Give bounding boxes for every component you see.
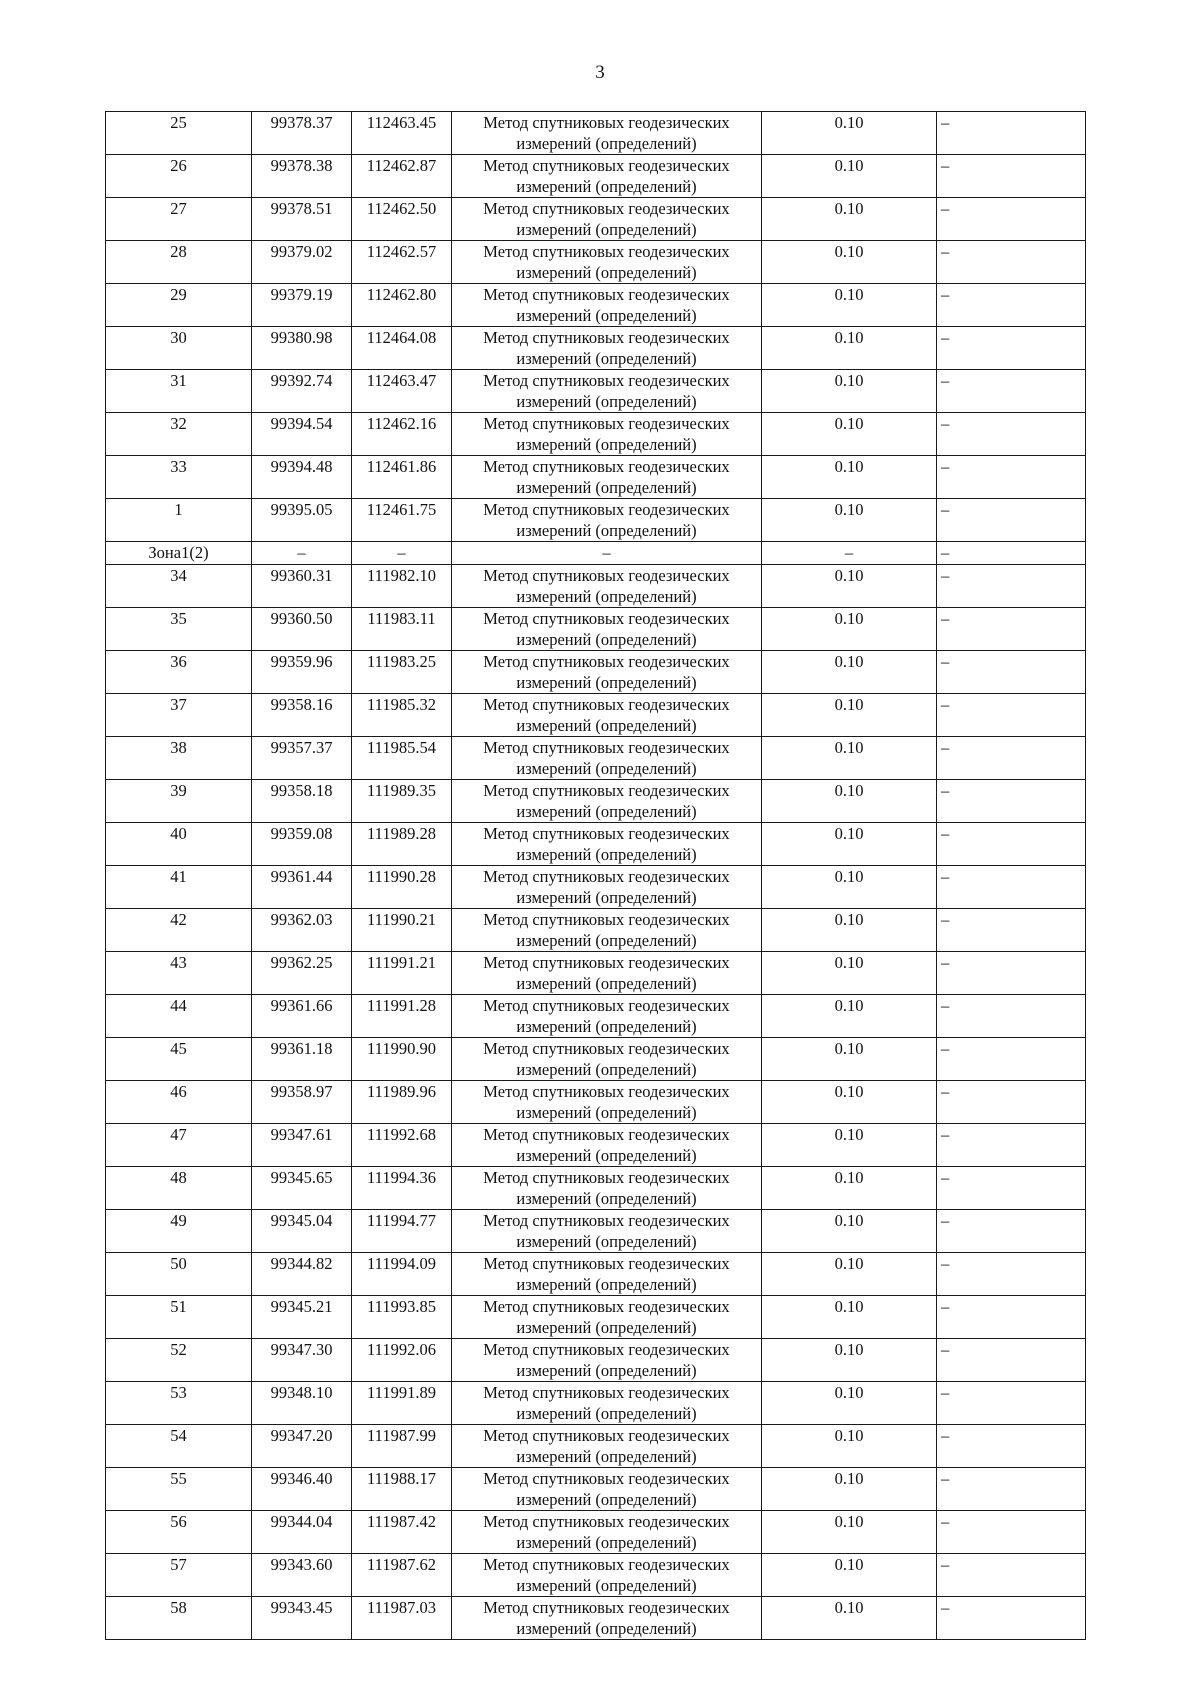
accuracy-cell: 0.10 xyxy=(762,1511,937,1554)
table-row xyxy=(106,1253,1086,1296)
coordinate-x: 99379.19 xyxy=(252,284,352,327)
coordinate-y: 111983.25 xyxy=(352,651,452,694)
zone-method: – xyxy=(452,542,762,565)
description-cell: – xyxy=(937,1253,1086,1296)
description-cell: – xyxy=(937,1425,1086,1468)
coordinate-y: 111991.21 xyxy=(352,952,452,995)
table-row xyxy=(106,284,1086,327)
point-number: 31 xyxy=(106,370,252,413)
point-number: 57 xyxy=(106,1554,252,1597)
accuracy-cell: 0.10 xyxy=(762,952,937,995)
method-cell: Метод спутниковых геодезических измерений (определений) xyxy=(452,284,762,327)
point-number: 58 xyxy=(106,1597,252,1640)
accuracy-cell: 0.10 xyxy=(762,1296,937,1339)
point-number: 55 xyxy=(106,1468,252,1511)
description-cell: – xyxy=(937,952,1086,995)
method-cell: Метод спутниковых геодезических измерений (определений) xyxy=(452,1468,762,1511)
page-number: 3 xyxy=(595,62,605,83)
method-cell: Метод спутниковых геодезических измерений (определений) xyxy=(452,456,762,499)
coordinate-y: 111991.28 xyxy=(352,995,452,1038)
accuracy-cell: 0.10 xyxy=(762,413,937,456)
accuracy-cell: 0.10 xyxy=(762,866,937,909)
accuracy-cell: 0.10 xyxy=(762,823,937,866)
accuracy-cell: 0.10 xyxy=(762,1081,937,1124)
method-cell: Метод спутниковых геодезических измерений (определений) xyxy=(452,909,762,952)
method-cell: Метод спутниковых геодезических измерений (определений) xyxy=(452,155,762,198)
description-cell: – xyxy=(937,565,1086,608)
coordinate-x: 99392.74 xyxy=(252,370,352,413)
method-cell: Метод спутниковых геодезических измерений (определений) xyxy=(452,651,762,694)
zone-label: Зона1(2) xyxy=(106,542,252,565)
coordinate-x: 99358.18 xyxy=(252,780,352,823)
coordinate-y: 111990.21 xyxy=(352,909,452,952)
point-number: 56 xyxy=(106,1511,252,1554)
description-cell: – xyxy=(937,198,1086,241)
table-row xyxy=(106,565,1086,608)
accuracy-cell: 0.10 xyxy=(762,780,937,823)
coordinate-x: 99362.03 xyxy=(252,909,352,952)
point-number: 52 xyxy=(106,1339,252,1382)
table-row xyxy=(106,456,1086,499)
point-number: 26 xyxy=(106,155,252,198)
point-number: 1 xyxy=(106,499,252,542)
table-body-bottom xyxy=(106,565,1086,1640)
coordinate-x: 99357.37 xyxy=(252,737,352,780)
table-row xyxy=(106,1081,1086,1124)
table-row xyxy=(106,694,1086,737)
table-row xyxy=(106,995,1086,1038)
coordinate-y: 111990.28 xyxy=(352,866,452,909)
point-number: 27 xyxy=(106,198,252,241)
zone-x: – xyxy=(252,542,352,565)
accuracy-cell: 0.10 xyxy=(762,327,937,370)
table-row xyxy=(106,155,1086,198)
coordinate-y: 112462.80 xyxy=(352,284,452,327)
table-row xyxy=(106,1210,1086,1253)
method-cell: Метод спутниковых геодезических измерений (определений) xyxy=(452,737,762,780)
method-cell: Метод спутниковых геодезических измерений (определений) xyxy=(452,499,762,542)
point-number: 45 xyxy=(106,1038,252,1081)
accuracy-cell: 0.10 xyxy=(762,1253,937,1296)
description-cell: – xyxy=(937,1339,1086,1382)
description-cell: – xyxy=(937,608,1086,651)
coordinate-x: 99347.61 xyxy=(252,1124,352,1167)
method-cell: Метод спутниковых геодезических измерений (определений) xyxy=(452,823,762,866)
description-cell: – xyxy=(937,327,1086,370)
table-row xyxy=(106,823,1086,866)
point-number: 51 xyxy=(106,1296,252,1339)
table-row xyxy=(106,112,1086,155)
table-row xyxy=(106,952,1086,995)
coordinate-y: 111992.68 xyxy=(352,1124,452,1167)
coordinate-y: 112463.47 xyxy=(352,370,452,413)
accuracy-cell: 0.10 xyxy=(762,499,937,542)
coordinate-y: 111989.96 xyxy=(352,1081,452,1124)
coordinate-y: 112461.75 xyxy=(352,499,452,542)
coordinate-y: 112463.45 xyxy=(352,112,452,155)
description-cell: – xyxy=(937,1554,1086,1597)
accuracy-cell: 0.10 xyxy=(762,1468,937,1511)
description-cell: – xyxy=(937,1511,1086,1554)
coordinate-x: 99347.30 xyxy=(252,1339,352,1382)
coordinate-y: 111982.10 xyxy=(352,565,452,608)
coordinate-x: 99380.98 xyxy=(252,327,352,370)
method-cell: Метод спутниковых геодезических измерений (определений) xyxy=(452,1554,762,1597)
description-cell: – xyxy=(937,866,1086,909)
coordinate-y: 112462.57 xyxy=(352,241,452,284)
description-cell: – xyxy=(937,1124,1086,1167)
accuracy-cell: 0.10 xyxy=(762,1382,937,1425)
table-row xyxy=(106,1038,1086,1081)
coordinate-y: 111993.85 xyxy=(352,1296,452,1339)
coordinate-x: 99344.04 xyxy=(252,1511,352,1554)
coordinate-x: 99358.97 xyxy=(252,1081,352,1124)
coordinate-x: 99346.40 xyxy=(252,1468,352,1511)
zone-row xyxy=(106,542,1086,565)
point-number: 28 xyxy=(106,241,252,284)
coordinate-x: 99378.51 xyxy=(252,198,352,241)
point-number: 33 xyxy=(106,456,252,499)
description-cell: – xyxy=(937,284,1086,327)
coordinate-x: 99347.20 xyxy=(252,1425,352,1468)
coordinate-y: 111987.03 xyxy=(352,1597,452,1640)
description-cell: – xyxy=(937,370,1086,413)
point-number: 29 xyxy=(106,284,252,327)
point-number: 50 xyxy=(106,1253,252,1296)
table-row xyxy=(106,413,1086,456)
coordinate-x: 99362.25 xyxy=(252,952,352,995)
table-row xyxy=(106,608,1086,651)
method-cell: Метод спутниковых геодезических измерений (определений) xyxy=(452,565,762,608)
description-cell: – xyxy=(937,1296,1086,1339)
accuracy-cell: 0.10 xyxy=(762,608,937,651)
description-cell: – xyxy=(937,909,1086,952)
coordinate-y: 111985.32 xyxy=(352,694,452,737)
coordinate-x: 99358.16 xyxy=(252,694,352,737)
point-number: 53 xyxy=(106,1382,252,1425)
description-cell: – xyxy=(937,1382,1086,1425)
coordinate-x: 99345.04 xyxy=(252,1210,352,1253)
coordinate-x: 99345.21 xyxy=(252,1296,352,1339)
point-number: 34 xyxy=(106,565,252,608)
point-number: 44 xyxy=(106,995,252,1038)
coordinate-x: 99345.65 xyxy=(252,1167,352,1210)
coordinate-x: 99394.54 xyxy=(252,413,352,456)
table-row xyxy=(106,866,1086,909)
method-cell: Метод спутниковых геодезических измерений (определений) xyxy=(452,1124,762,1167)
accuracy-cell: 0.10 xyxy=(762,370,937,413)
table-row xyxy=(106,370,1086,413)
method-cell: Метод спутниковых геодезических измерений (определений) xyxy=(452,198,762,241)
method-cell: Метод спутниковых геодезических измерений (определений) xyxy=(452,1382,762,1425)
table-row xyxy=(106,780,1086,823)
method-cell: Метод спутниковых геодезических измерений (определений) xyxy=(452,413,762,456)
method-cell: Метод спутниковых геодезических измерений (определений) xyxy=(452,952,762,995)
coordinate-y: 111994.09 xyxy=(352,1253,452,1296)
coordinate-x: 99343.45 xyxy=(252,1597,352,1640)
description-cell: – xyxy=(937,780,1086,823)
point-number: 43 xyxy=(106,952,252,995)
coordinate-x: 99359.08 xyxy=(252,823,352,866)
table-row xyxy=(106,241,1086,284)
point-number: 32 xyxy=(106,413,252,456)
accuracy-cell: 0.10 xyxy=(762,241,937,284)
description-cell: – xyxy=(937,823,1086,866)
description-cell: – xyxy=(937,1210,1086,1253)
table-row xyxy=(106,1597,1086,1640)
coordinate-y: 111991.89 xyxy=(352,1382,452,1425)
table-row xyxy=(106,1339,1086,1382)
coordinate-x: 99395.05 xyxy=(252,499,352,542)
coordinate-x: 99343.60 xyxy=(252,1554,352,1597)
description-cell: – xyxy=(937,651,1086,694)
coordinate-x: 99359.96 xyxy=(252,651,352,694)
point-number: 49 xyxy=(106,1210,252,1253)
description-cell: – xyxy=(937,112,1086,155)
method-cell: Метод спутниковых геодезических измерений (определений) xyxy=(452,866,762,909)
coordinate-y: 111987.42 xyxy=(352,1511,452,1554)
coordinate-y: 112464.08 xyxy=(352,327,452,370)
accuracy-cell: 0.10 xyxy=(762,1554,937,1597)
method-cell: Метод спутниковых геодезических измерений (определений) xyxy=(452,1296,762,1339)
point-number: 46 xyxy=(106,1081,252,1124)
coordinate-x: 99394.48 xyxy=(252,456,352,499)
coordinate-x: 99361.44 xyxy=(252,866,352,909)
table-row xyxy=(106,909,1086,952)
coordinate-y: 111989.35 xyxy=(352,780,452,823)
point-number: 42 xyxy=(106,909,252,952)
accuracy-cell: 0.10 xyxy=(762,1038,937,1081)
description-cell: – xyxy=(937,1597,1086,1640)
method-cell: Метод спутниковых геодезических измерений (определений) xyxy=(452,608,762,651)
description-cell: – xyxy=(937,1167,1086,1210)
accuracy-cell: 0.10 xyxy=(762,456,937,499)
accuracy-cell: 0.10 xyxy=(762,1597,937,1640)
zone-description: – xyxy=(937,542,1086,565)
description-cell: – xyxy=(937,499,1086,542)
description-cell: – xyxy=(937,456,1086,499)
table-row xyxy=(106,1296,1086,1339)
point-number: 37 xyxy=(106,694,252,737)
coordinate-x: 99348.10 xyxy=(252,1382,352,1425)
coordinate-y: 111988.17 xyxy=(352,1468,452,1511)
description-cell: – xyxy=(937,413,1086,456)
method-cell: Метод спутниковых геодезических измерений (определений) xyxy=(452,1511,762,1554)
coordinate-x: 99378.37 xyxy=(252,112,352,155)
coordinate-y: 111987.62 xyxy=(352,1554,452,1597)
coordinate-y: 112462.50 xyxy=(352,198,452,241)
point-number: 35 xyxy=(106,608,252,651)
accuracy-cell: 0.10 xyxy=(762,155,937,198)
table-row xyxy=(106,327,1086,370)
accuracy-cell: 0.10 xyxy=(762,112,937,155)
method-cell: Метод спутниковых геодезических измерений (определений) xyxy=(452,1339,762,1382)
method-cell: Метод спутниковых геодезических измерений (определений) xyxy=(452,241,762,284)
method-cell: Метод спутниковых геодезических измерений (определений) xyxy=(452,1253,762,1296)
method-cell: Метод спутниковых геодезических измерений (определений) xyxy=(452,1081,762,1124)
point-number: 30 xyxy=(106,327,252,370)
table-row xyxy=(106,1511,1086,1554)
coordinate-y: 111987.99 xyxy=(352,1425,452,1468)
method-cell: Метод спутниковых геодезических измерений (определений) xyxy=(452,370,762,413)
table-row xyxy=(106,198,1086,241)
method-cell: Метод спутниковых геодезических измерений (определений) xyxy=(452,780,762,823)
method-cell: Метод спутниковых геодезических измерений (определений) xyxy=(452,694,762,737)
table-row xyxy=(106,737,1086,780)
accuracy-cell: 0.10 xyxy=(762,995,937,1038)
table-row xyxy=(106,1382,1086,1425)
description-cell: – xyxy=(937,1038,1086,1081)
zone-accuracy: – xyxy=(762,542,937,565)
description-cell: – xyxy=(937,694,1086,737)
point-number: 38 xyxy=(106,737,252,780)
coordinate-x: 99344.82 xyxy=(252,1253,352,1296)
point-number: 41 xyxy=(106,866,252,909)
accuracy-cell: 0.10 xyxy=(762,651,937,694)
coordinate-y: 111990.90 xyxy=(352,1038,452,1081)
accuracy-cell: 0.10 xyxy=(762,1425,937,1468)
table-row xyxy=(106,1425,1086,1468)
coordinate-y: 111994.77 xyxy=(352,1210,452,1253)
accuracy-cell: 0.10 xyxy=(762,1124,937,1167)
point-number: 47 xyxy=(106,1124,252,1167)
coordinate-x: 99379.02 xyxy=(252,241,352,284)
coordinate-x: 99361.66 xyxy=(252,995,352,1038)
method-cell: Метод спутниковых геодезических измерений (определений) xyxy=(452,995,762,1038)
coordinates-table xyxy=(105,111,1086,1640)
method-cell: Метод спутниковых геодезических измерений (определений) xyxy=(452,1210,762,1253)
table-row xyxy=(106,499,1086,542)
description-cell: – xyxy=(937,155,1086,198)
description-cell: – xyxy=(937,1468,1086,1511)
table-row xyxy=(106,1124,1086,1167)
accuracy-cell: 0.10 xyxy=(762,1339,937,1382)
table-row xyxy=(106,1554,1086,1597)
coordinate-x: 99361.18 xyxy=(252,1038,352,1081)
table-body-top xyxy=(106,112,1086,542)
point-number: 48 xyxy=(106,1167,252,1210)
method-cell: Метод спутниковых геодезических измерений (определений) xyxy=(452,1167,762,1210)
point-number: 40 xyxy=(106,823,252,866)
point-number: 25 xyxy=(106,112,252,155)
method-cell: Метод спутниковых геодезических измерений (определений) xyxy=(452,1597,762,1640)
accuracy-cell: 0.10 xyxy=(762,694,937,737)
accuracy-cell: 0.10 xyxy=(762,284,937,327)
coordinate-y: 112461.86 xyxy=(352,456,452,499)
accuracy-cell: 0.10 xyxy=(762,909,937,952)
table-row xyxy=(106,651,1086,694)
method-cell: Метод спутниковых геодезических измерений (определений) xyxy=(452,327,762,370)
point-number: 36 xyxy=(106,651,252,694)
accuracy-cell: 0.10 xyxy=(762,1210,937,1253)
accuracy-cell: 0.10 xyxy=(762,737,937,780)
description-cell: – xyxy=(937,737,1086,780)
description-cell: – xyxy=(937,1081,1086,1124)
coordinate-y: 111994.36 xyxy=(352,1167,452,1210)
coordinate-y: 111989.28 xyxy=(352,823,452,866)
accuracy-cell: 0.10 xyxy=(762,1167,937,1210)
table-body-zone xyxy=(106,542,1086,565)
coordinate-y: 111983.11 xyxy=(352,608,452,651)
coordinate-x: 99378.38 xyxy=(252,155,352,198)
method-cell: Метод спутниковых геодезических измерений (определений) xyxy=(452,1425,762,1468)
point-number: 39 xyxy=(106,780,252,823)
zone-y: – xyxy=(352,542,452,565)
accuracy-cell: 0.10 xyxy=(762,198,937,241)
description-cell: – xyxy=(937,241,1086,284)
coordinate-x: 99360.50 xyxy=(252,608,352,651)
method-cell: Метод спутниковых геодезических измерений (определений) xyxy=(452,1038,762,1081)
coordinate-y: 112462.16 xyxy=(352,413,452,456)
coordinate-y: 112462.87 xyxy=(352,155,452,198)
method-cell: Метод спутниковых геодезических измерений (определений) xyxy=(452,112,762,155)
coordinate-y: 111992.06 xyxy=(352,1339,452,1382)
point-number: 54 xyxy=(106,1425,252,1468)
table-row xyxy=(106,1468,1086,1511)
coordinate-x: 99360.31 xyxy=(252,565,352,608)
description-cell: – xyxy=(937,995,1086,1038)
coordinate-y: 111985.54 xyxy=(352,737,452,780)
table-row xyxy=(106,1167,1086,1210)
accuracy-cell: 0.10 xyxy=(762,565,937,608)
